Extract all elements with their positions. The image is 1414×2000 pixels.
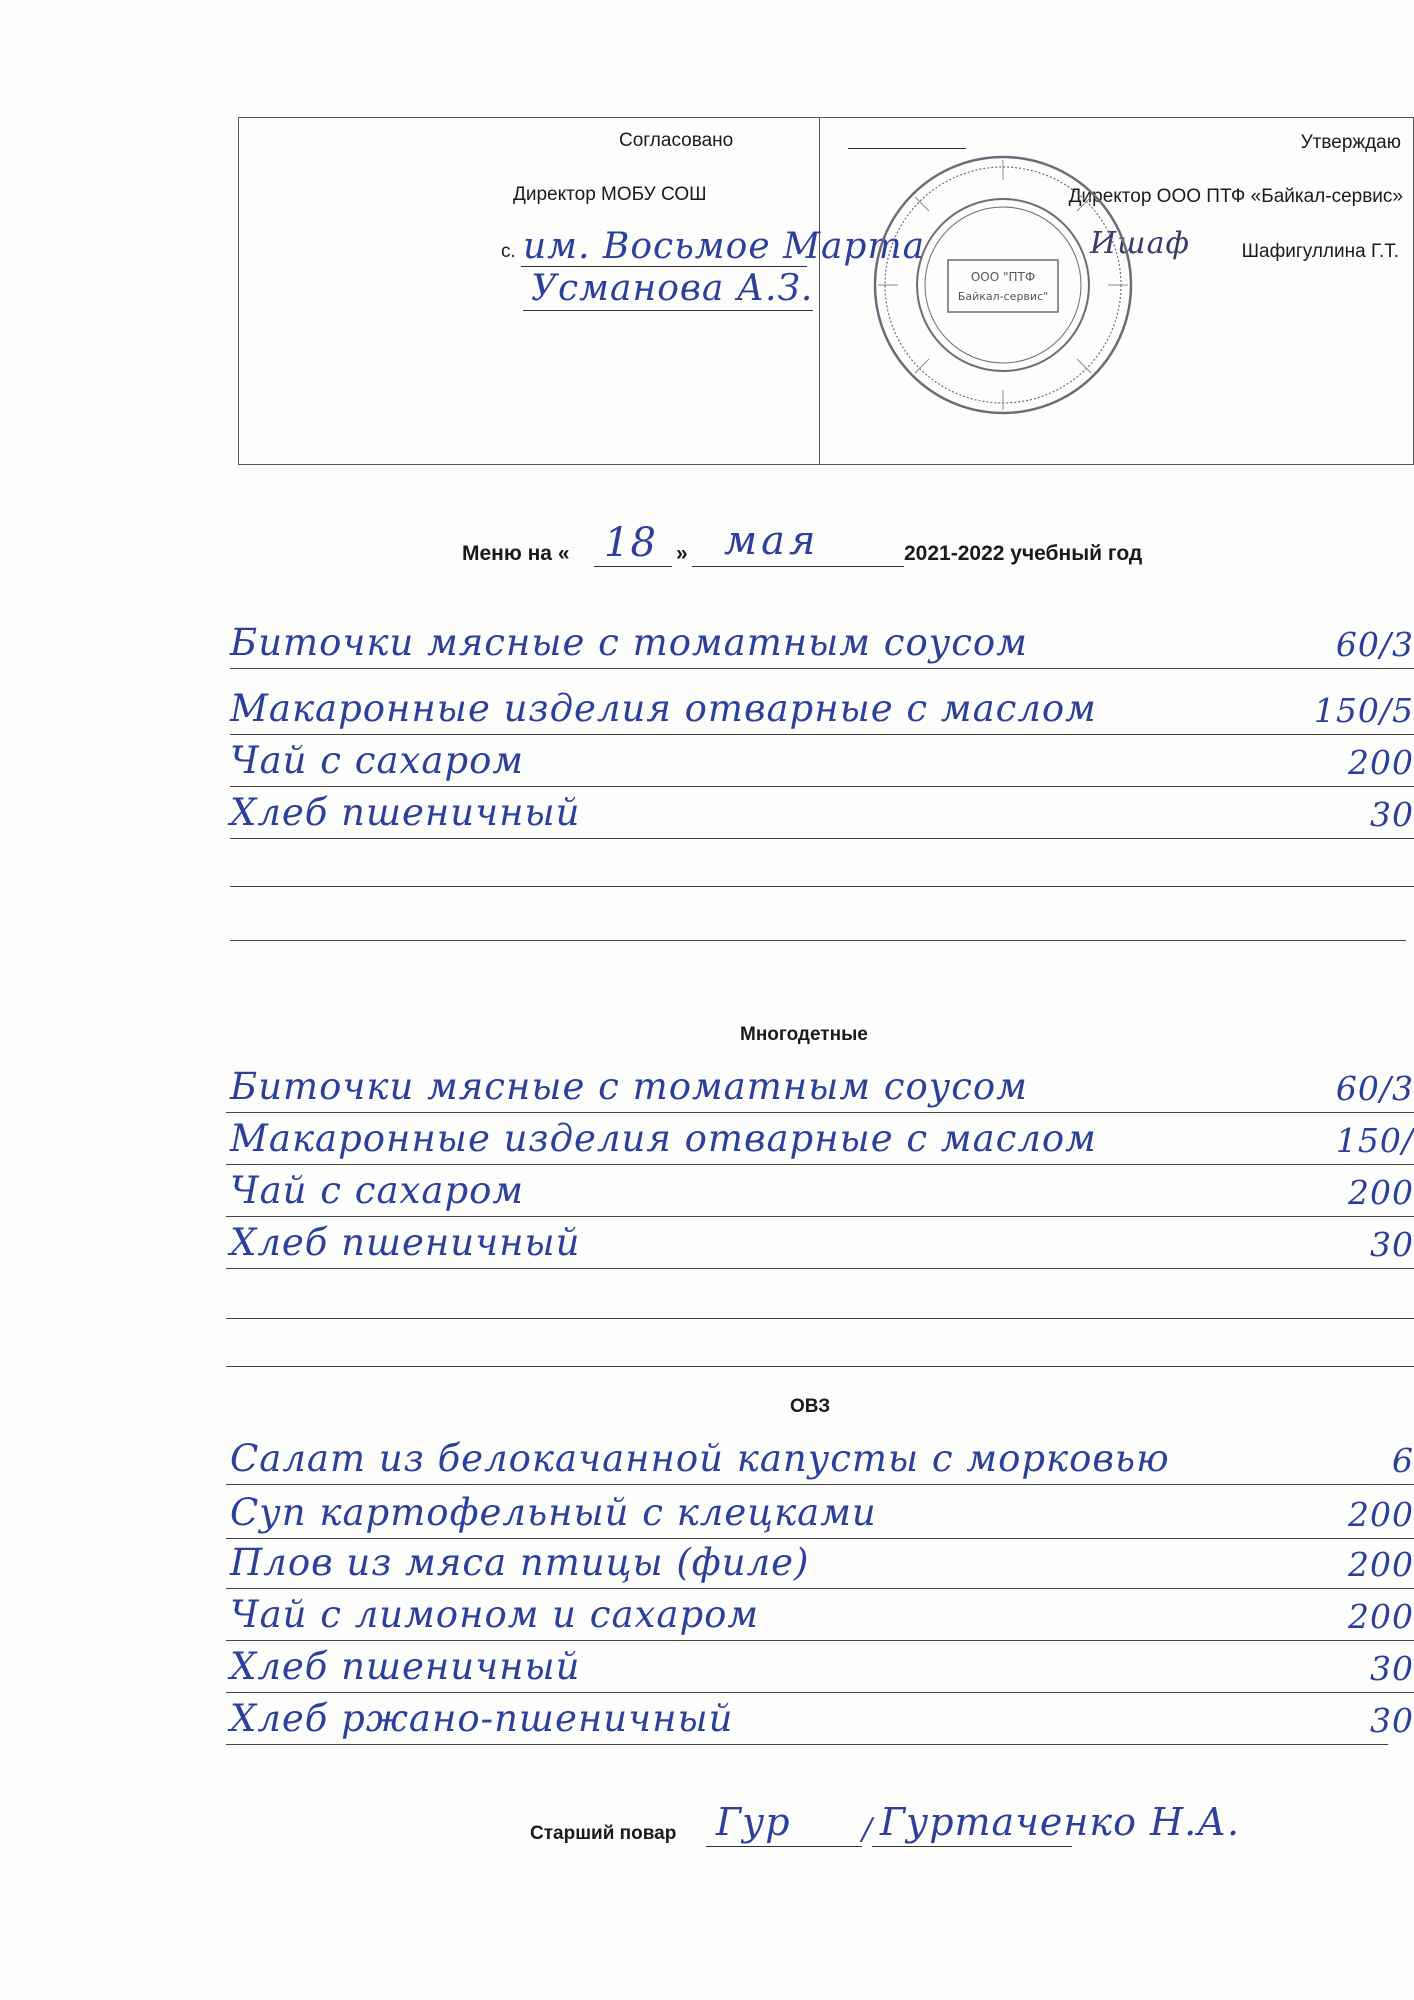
cook-name-handwritten: Гуртаченко Н.А.	[880, 1800, 1241, 1844]
dish-portion: 200	[1348, 1495, 1414, 1534]
approval-table	[238, 117, 1414, 465]
cook-signature: Гур	[716, 1800, 791, 1844]
dish-name: Хлеб ржано-пшеничный	[230, 1697, 734, 1740]
ruled-line	[230, 838, 1414, 839]
dish-portion: 30	[1370, 795, 1414, 834]
dish-portion: 30	[1370, 1649, 1414, 1688]
dish-portion: 150/5	[1313, 691, 1414, 730]
dish-portion: 200	[1348, 1597, 1414, 1636]
menu-row	[230, 680, 1414, 734]
dish-name: Биточки мясные с томатным соусом	[230, 621, 1028, 664]
menu-row	[230, 784, 1414, 838]
stamp-center-line2: Байкал-сервис"	[957, 290, 1049, 303]
dish-name: Салат из белокачанной капусты с морковью	[230, 1437, 1170, 1480]
cook-name-underline	[872, 1846, 1072, 1847]
menu-row	[230, 1484, 1414, 1538]
dish-name: Хлеб пшеничный	[230, 1221, 581, 1264]
dish-portion: 30	[1370, 1225, 1414, 1264]
dish-portion: 60/3	[1335, 625, 1414, 664]
approve-director-name: Шафигуллина Г.Т.	[1241, 241, 1399, 262]
title-day: 18	[604, 520, 657, 566]
title-day-underline	[594, 566, 672, 567]
dish-name: Плов из мяса птицы (филе)	[230, 1541, 810, 1584]
title-month: мая	[724, 518, 820, 564]
menu-row	[230, 1162, 1414, 1216]
menu-row	[230, 1058, 1414, 1112]
approve-director-title: Директор ООО ПТФ «Байкал-сервис»	[1068, 186, 1403, 207]
company-stamp	[868, 150, 1138, 420]
dish-name: Хлеб пшеничный	[230, 1645, 581, 1688]
approve-signature: Ишаф	[1090, 226, 1190, 261]
stamp-center-line1: ООО "ПТФ	[970, 270, 1036, 284]
dish-portion: 200	[1348, 743, 1414, 782]
dish-name: Чай с лимоном и сахаром	[230, 1593, 760, 1636]
agreed-heading: Согласовано	[619, 130, 734, 151]
title-month-underline	[692, 566, 904, 567]
school-handwritten: им. Восьмое Марта	[523, 226, 926, 267]
menu-row	[230, 1690, 1414, 1744]
dish-portion: 150/	[1335, 1121, 1414, 1160]
ruled-line	[226, 1318, 1414, 1319]
ruled-line	[230, 886, 1414, 887]
agreed-director-title: Директор МОБУ СОШ	[513, 184, 707, 205]
agreed-name-underline	[523, 310, 813, 311]
menu-row	[230, 1586, 1414, 1640]
title-mid: »	[676, 542, 688, 565]
menu-row	[230, 1638, 1414, 1692]
title-year: 2021-2022 учебный год	[904, 542, 1143, 565]
dish-portion: 200	[1348, 1173, 1414, 1212]
section-heading-large-families: Многодетные	[740, 1024, 868, 1045]
dish-name: Хлеб пшеничный	[230, 791, 581, 834]
dish-portion: 6	[1392, 1441, 1414, 1480]
school-prefix: с.	[501, 241, 516, 262]
ruled-line	[230, 668, 1414, 669]
menu-title	[462, 542, 570, 566]
dish-name: Чай с сахаром	[230, 1169, 525, 1212]
dish-name: Биточки мясные с томатным соусом	[230, 1065, 1028, 1108]
menu-row	[230, 1110, 1414, 1164]
menu-row	[230, 614, 1414, 668]
dish-portion: 30	[1370, 1701, 1414, 1740]
agreed-name-handwritten: Усманова А.З.	[531, 268, 814, 309]
cook-separator: /	[862, 1812, 874, 1847]
ruled-line	[226, 1366, 1414, 1367]
menu-row	[230, 732, 1414, 786]
cook-signature-line	[706, 1846, 862, 1847]
menu-row	[230, 1214, 1414, 1268]
dish-name: Чай с сахаром	[230, 739, 525, 782]
approve-heading: Утверждаю	[1300, 132, 1401, 153]
dish-name: Макаронные изделия отварные с маслом	[230, 687, 1097, 730]
section-heading-ovz: ОВЗ	[790, 1396, 831, 1417]
dish-portion: 200	[1348, 1545, 1414, 1584]
dish-name: Суп картофельный с клецками	[230, 1491, 877, 1534]
menu-row	[230, 1534, 1414, 1588]
table-divider	[819, 118, 820, 464]
dish-portion: 60/3	[1335, 1069, 1414, 1108]
menu-row	[230, 1430, 1414, 1484]
approve-signature-line	[848, 148, 966, 149]
dish-name: Макаронные изделия отварные с маслом	[230, 1117, 1097, 1160]
ruled-line	[226, 1744, 1388, 1745]
ruled-line	[230, 940, 1406, 941]
senior-cook-label: Старший повар	[530, 1823, 677, 1844]
ruled-line	[226, 1268, 1414, 1269]
title-prefix: Меню на «	[462, 542, 570, 565]
